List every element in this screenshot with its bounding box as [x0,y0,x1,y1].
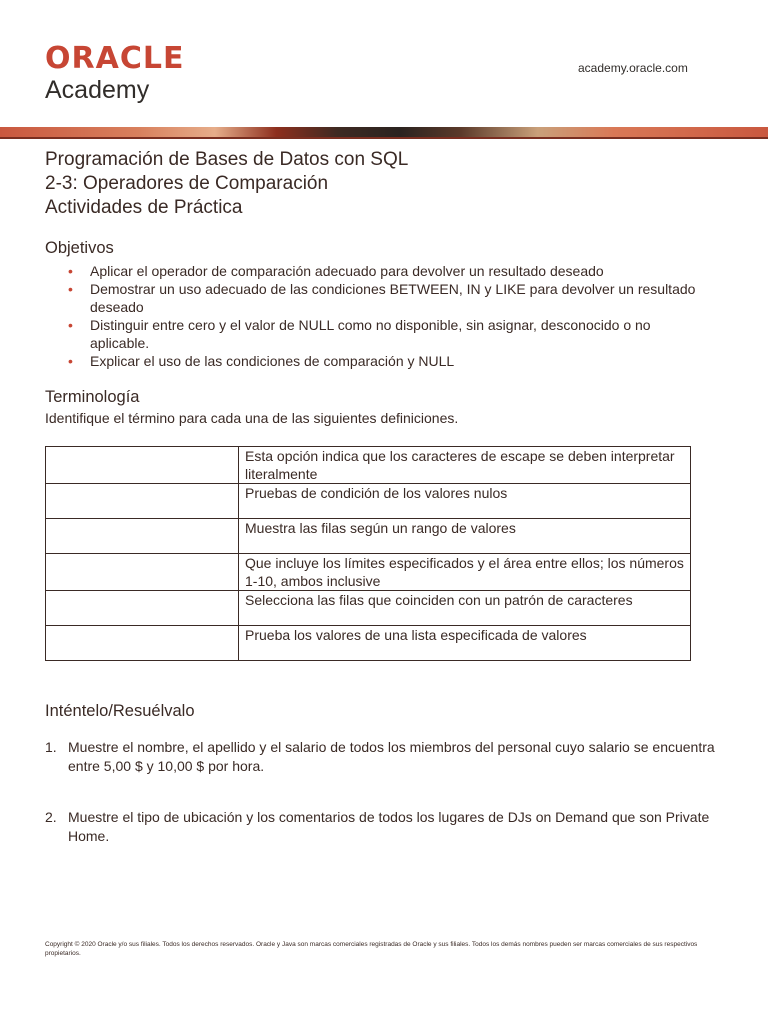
task-number: 2. [45,809,57,825]
definition-cell: Selecciona las filas que coinciden con un patrón de caracteres [239,591,691,626]
table-row [46,626,691,661]
definition-cell: Muestra las filas según un rango de valores [239,519,691,554]
bullet-icon: • [68,353,73,369]
objectives-heading: Objetivos [45,239,114,257]
term-answer-cell[interactable] [46,519,239,554]
bullet-icon: • [68,317,73,333]
table-row [46,591,691,626]
logo-brand: ORACLE [45,41,185,76]
objective-item: • Distinguir entre cero y el valor de NULL como no disponible, sin asignar, desconocido o no aplicable. [68,317,651,351]
objectives-list [68,262,708,370]
practice-task-list [45,738,715,846]
objective-item: • Aplicar el operador de comparación adecuado para devolver un resultado deseado [68,263,604,279]
table-row [46,519,691,554]
list-item [45,808,715,846]
term-answer-cell[interactable] [46,554,239,591]
activity-title: Actividades de Práctica [45,197,243,218]
document-titles [45,148,408,220]
table-row [46,447,691,484]
logo-sub: Academy [45,76,150,104]
site-url[interactable]: academy.oracle.com [578,61,688,75]
term-answer-cell[interactable] [46,484,239,519]
bullet-icon: • [68,263,73,279]
definition-cell: Pruebas de condición de los valores nulos [239,484,691,519]
task-text: Muestre el tipo de ubicación y los comentarios de todos los lugares de DJs on Demand que son Private Home. [68,809,710,844]
table-row [46,554,691,591]
term-answer-cell[interactable] [46,626,239,661]
lesson-title: 2-3: Operadores de Comparación [45,173,329,194]
course-title: Programación de Bases de Datos con SQL [45,149,409,170]
list-item [45,738,715,776]
objective-item: • Explicar el uso de las condiciones de comparación y NULL [68,353,455,369]
definition-cell: Que incluye los límites especificados y el área entre ellos; los números 1-10, ambos inclusive [239,554,691,591]
terminology-heading: Terminología [45,388,140,406]
task-text: Muestre el nombre, el apellido y el salario de todos los miembros del personal cuyo salario se encuentra entre 5,00 $ y 10,00 $ por hora. [68,739,715,774]
banner-divider [0,137,768,139]
definition-cell: Prueba los valores de una lista especificada de valores [239,626,691,661]
term-answer-cell[interactable] [46,591,239,626]
terminology-table [45,446,691,661]
terminology-intro: Identifique el término para cada una de las siguientes definiciones. [45,410,459,426]
bullet-icon: • [68,281,73,297]
definition-cell: Esta opción indica que los caracteres de escape se deben interpretar literalmente [239,447,691,484]
practice-heading: Inténtelo/Resuélvalo [45,702,195,720]
table-row [46,484,691,519]
oracle-academy-logo [45,41,185,104]
term-answer-cell[interactable] [46,447,239,484]
task-number: 1. [45,739,57,755]
copyright-footer: Copyright © 2020 Oracle y/o sus filiales. Todos los derechos reservados. Oracle y Java son marcas comerciales registradas de Oracle y sus filiales. Todos los demás nombres pueden ser marcas comerciales de sus respectivos propietarios. [45,941,698,957]
objective-item: • Demostrar un uso adecuado de las condiciones BETWEEN, IN y LIKE para devolver un resultado deseado [68,281,696,315]
